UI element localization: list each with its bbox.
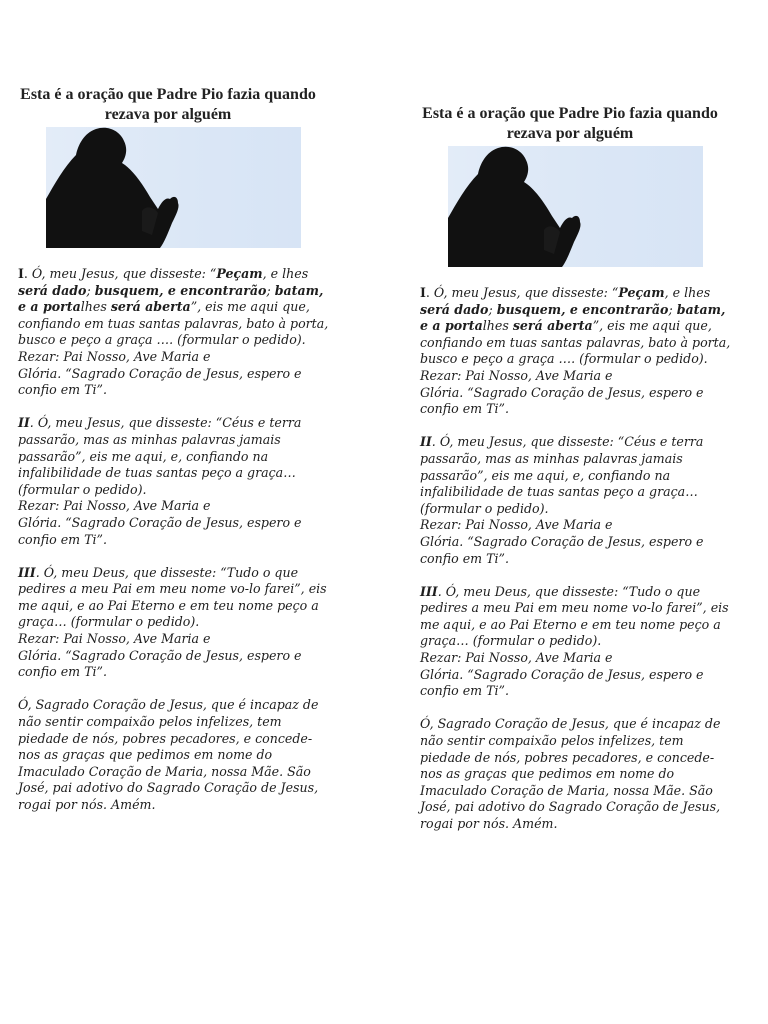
prayer-ejaculation: Glória. “Sagrado Coração de Jesus, espero e confio em Ti”. <box>420 666 704 699</box>
prayer-card-left <box>18 85 338 830</box>
paragraph-text: ”, eis me aqui que, confiando em tuas santas palavras, bato à porta, busco e peço a graça …. (formular o pedido). <box>420 318 731 367</box>
prayer-body <box>18 266 330 814</box>
bold-phrase: Peçam <box>618 285 665 300</box>
paragraph-text: , e lhes <box>664 285 711 300</box>
prayer-paragraph-4 <box>420 716 732 832</box>
number-dot: . <box>425 285 434 300</box>
paragraph-number: I <box>420 285 426 300</box>
prayer-paragraph-2 <box>420 434 732 567</box>
paragraph-text: Ó, meu Deus, que disseste: “Tudo o que pedires a meu Pai em meu nome vo-lo farei”, eis me aqui, e ao Pai Eterno e em teu nome peço a graça… (formular o pedido). <box>18 564 327 630</box>
prayer-paragraph-1 <box>420 285 732 418</box>
prayer-ejaculation: Glória. “Sagrado Coração de Jesus, espero e confio em Ti”. <box>18 365 302 398</box>
bold-phrase: será aberta <box>512 318 593 334</box>
paragraph-text: lhes <box>80 299 111 315</box>
prayer-ejaculation: Glória. “Sagrado Coração de Jesus, espero e confio em Ti”. <box>420 533 704 566</box>
paragraph-number: I <box>18 266 24 281</box>
prayer-paragraph-2 <box>18 415 330 548</box>
paragraph-number: III <box>420 583 438 599</box>
paragraph-text: ; <box>86 282 95 298</box>
prayer-instruction: Rezar: Pai Nosso, Ave Maria e <box>420 367 613 383</box>
number-dot: . <box>437 583 446 599</box>
paragraph-text: ”, eis me aqui que, confiando em tuas santas palavras, bato à porta, busco e peço a graça …. (formular o pedido). <box>18 299 329 348</box>
prayer-ejaculation: Glória. “Sagrado Coração de Jesus, espero e confio em Ti”. <box>420 384 704 417</box>
bold-phrase: será aberta <box>110 299 191 315</box>
paragraph-intro: Ó, meu Jesus, que disseste: “ <box>433 285 619 300</box>
padre-pio-silhouette-image <box>448 146 703 267</box>
paragraph-text: lhes <box>482 318 513 334</box>
number-dot: . <box>29 415 38 431</box>
prayer-paragraph-1 <box>18 266 330 399</box>
prayer-paragraph-4 <box>18 697 330 813</box>
bold-phrase: será dado <box>420 301 489 317</box>
number-dot: . <box>35 564 44 580</box>
prayer-instruction: Rezar: Pai Nosso, Ave Maria e <box>18 631 211 647</box>
prayer-card-right <box>420 104 740 849</box>
paragraph-text: ; <box>266 282 275 298</box>
bold-phrase: batam, e a porta <box>18 282 324 315</box>
bold-phrase: Peçam <box>216 266 263 281</box>
paragraph-text: , e lhes <box>262 266 309 281</box>
bold-phrase: busquem, e encontrarão <box>496 301 669 317</box>
prayer-paragraph-3 <box>18 565 330 681</box>
prayer-instruction: Rezar: Pai Nosso, Ave Maria e <box>18 498 211 514</box>
prayer-instruction: Rezar: Pai Nosso, Ave Maria e <box>420 650 613 666</box>
prayer-body <box>420 285 732 833</box>
paragraph-text: Ó, Sagrado Coração de Jesus, que é incapaz de não sentir compaixão pelos infelizes, tem piedade de nós, pobres pecadores, e concede-nos as graças que pedimos em nome do Imaculado Coração de Maria, nossa Mãe. São José, pai adotivo do Sagrado Coração de Jesus, rogai por nós. Amém. <box>18 697 319 812</box>
prayer-ejaculation: Glória. “Sagrado Coração de Jesus, espero e confio em Ti”. <box>18 647 302 680</box>
padre-pio-silhouette-image <box>46 127 301 248</box>
paragraph-text: ; <box>488 301 497 317</box>
number-dot: . <box>23 266 32 281</box>
paragraph-number: II <box>420 434 432 450</box>
paragraph-text: Ó, Sagrado Coração de Jesus, que é incapaz de não sentir compaixão pelos infelizes, tem piedade de nós, pobres pecadores, e concede-nos as graças que pedimos em nome do Imaculado Coração de Maria, nossa Mãe. São José, pai adotivo do Sagrado Coração de Jesus, rogai por nós. Amém. <box>420 716 721 831</box>
bold-phrase: busquem, e encontrarão <box>94 282 267 298</box>
prayer-instruction: Rezar: Pai Nosso, Ave Maria e <box>18 348 211 364</box>
bold-phrase: será dado <box>18 282 87 298</box>
prayer-instruction: Rezar: Pai Nosso, Ave Maria e <box>420 517 613 533</box>
prayer-paragraph-3 <box>420 584 732 700</box>
paragraph-number: III <box>18 564 36 580</box>
paragraph-text: Ó, meu Jesus, que disseste: “Céus e terra passarão, mas as minhas palavras jamais passarão”, eis me aqui, e, confiando na infalibilidade de tuas santas peço a graça… (formular o pedido). <box>420 434 704 516</box>
card-title: Esta é a oração que Padre Pio fazia quando rezava por alguém <box>20 86 316 123</box>
paragraph-intro: Ó, meu Jesus, que disseste: “ <box>31 266 217 281</box>
bold-phrase: batam, e a porta <box>420 301 726 334</box>
paragraph-number: II <box>18 415 30 431</box>
number-dot: . <box>431 434 440 450</box>
card-title: Esta é a oração que Padre Pio fazia quando rezava por alguém <box>422 105 718 142</box>
paragraph-text: Ó, meu Jesus, que disseste: “Céus e terra passarão, mas as minhas palavras jamais passarão”, eis me aqui, e, confiando na infalibilidade de tuas santas peço a graça… (formular o pedido). <box>18 415 302 497</box>
paragraph-text: Ó, meu Deus, que disseste: “Tudo o que pedires a meu Pai em meu nome vo-lo farei”, eis me aqui, e ao Pai Eterno e em teu nome peço a graça… (formular o pedido). <box>420 583 729 649</box>
prayer-ejaculation: Glória. “Sagrado Coração de Jesus, espero e confio em Ti”. <box>18 514 302 547</box>
paragraph-text: ; <box>668 301 677 317</box>
